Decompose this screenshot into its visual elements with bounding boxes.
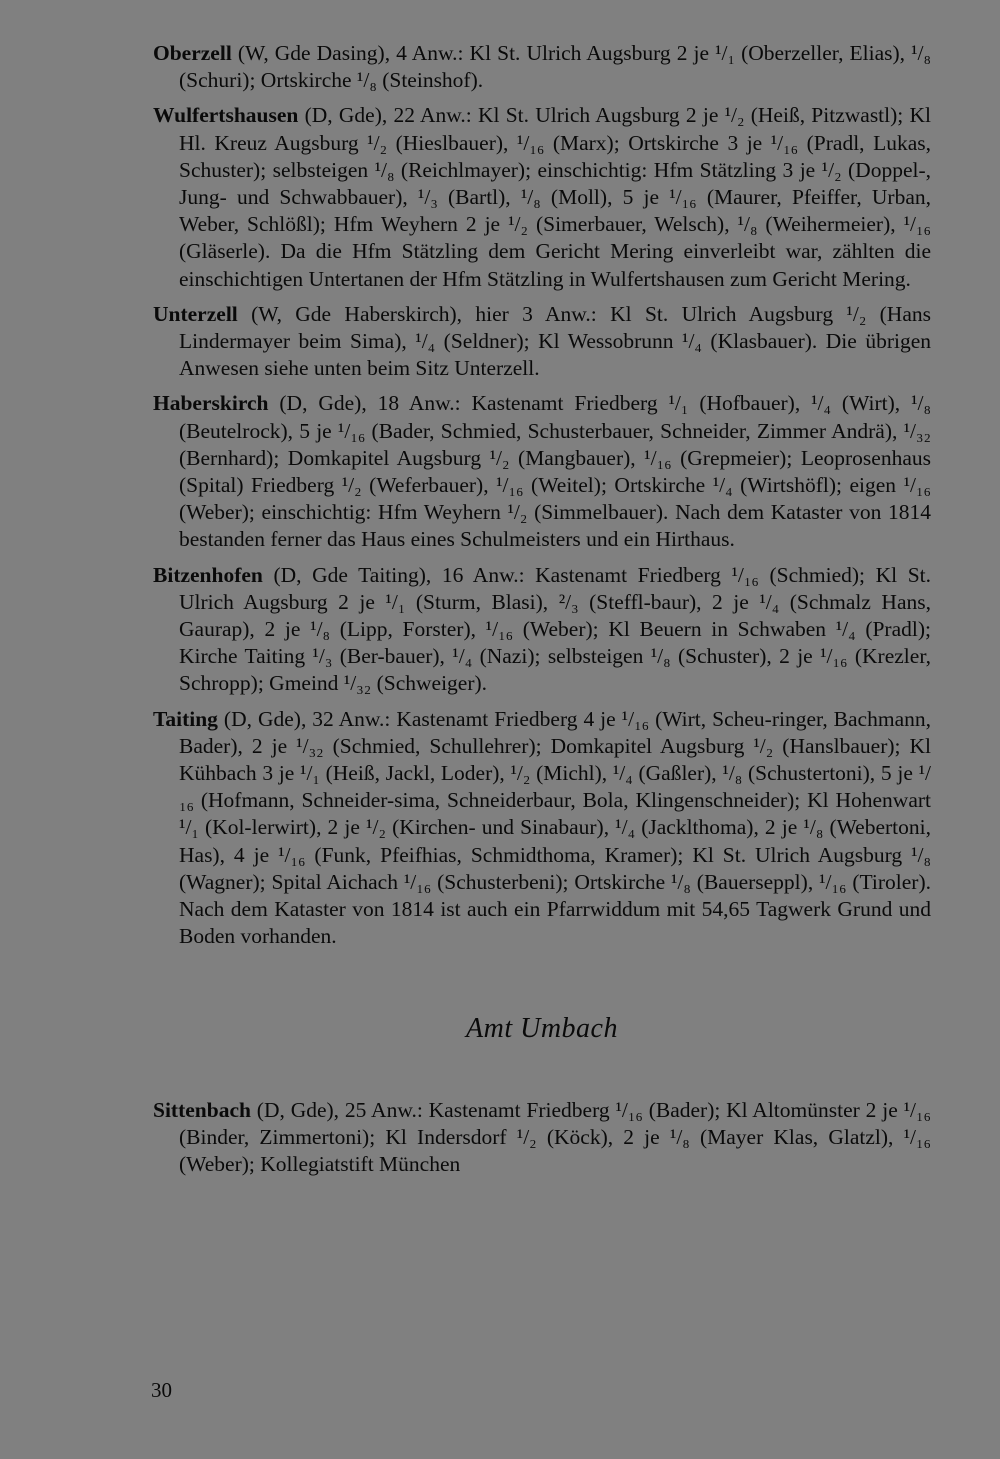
entry-headword: Unterzell xyxy=(153,301,238,326)
entry-text: (D, Gde), 18 Anw.: Kastenamt Friedberg ¹/₁ (Hofbauer), ¹/₄ (Wirt), ¹/₈ (Beutelrock), 5 je ¹/₁₆ (Bader, Schmied, Schusterbauer, Schneider, Zimmer Andrä), ¹/₃₂ (Bernhard); Domkapitel Augsburg ¹/₂ (Mangbauer), ¹/₁₆ (Grepmeier); Leoprosenhaus (Spital) Friedberg ¹/₂ (Weferbauer), ¹/₁₆ (Weitel); Ortskirche ¹/₄ (Wirtshöfl); eigen ¹/₁₆ (Weber); einschichtig: Hfm Weyhern ¹/₂ (Simmelbauer). Nach dem Kataster von 1814 bestanden ferner das Haus eines Schulmeisters und ein Hirthaus. xyxy=(179,391,931,552)
entry-oberzell xyxy=(153,40,931,94)
entry-sittenbach xyxy=(153,1097,931,1179)
entry-text: (D, Gde), 25 Anw.: Kastenamt Friedberg ¹/₁₆ (Bader); Kl Altomünster 2 je ¹/₁₆ (Binder, Zimmertoni); Kl Indersdorf ¹/₂ (Köck), 2 je ¹/₈ (Mayer Klas, Glatzl), ¹/₁₆ (Weber); Kollegiatstift München xyxy=(179,1097,931,1176)
entry-bitzenhofen xyxy=(153,562,931,698)
section-title: Amt Umbach xyxy=(466,1012,618,1044)
entry-text: (D, Gde), 22 Anw.: Kl St. Ulrich Augsburg 2 je ¹/₂ (Heiß, Pitzwastl); Kl Hl. Kreuz Augsburg ¹/₂ (Hieslbauer), ¹/₁₆ (Marx); Ortskirche 3 je ¹/₁₆ (Pradl, Lukas, Schuster); selbsteigen ¹/₈ (Reichlmayer); einschichtig: Hfm Stätzling 3 je ¹/₂ (Doppel-, Jung- und Schwabbauer), ¹/₃ (Bartl), ¹/₈ (Moll), 5 je ¹/₁₆ (Maurer, Pfeiffer, Urban, Weber, Schlößl); Hfm Weyhern 2 je ¹/₂ (Simerbauer, Welsch), ¹/₈ (Weihermeier), ¹/₁₆ (Gläserle). Da die Hfm Stätzling dem Gericht Mering einverleibt war, zählten die einschichtigen Untertanen der Hfm Stätzling in Wulfertshausen zum Gericht Mering. xyxy=(179,103,931,291)
entry-wulfertshausen xyxy=(153,102,931,292)
entry-text: (W, Gde Dasing), 4 Anw.: Kl St. Ulrich Augsburg 2 je ¹/₁ (Oberzeller, Elias), ¹/₈ (Schuri); Ortskirche ¹/₈ (Steinshof). xyxy=(179,41,931,93)
entry-taiting xyxy=(153,706,931,951)
entry-headword: Wulfertshausen xyxy=(153,103,299,128)
entry-headword: Haberskirch xyxy=(153,391,269,416)
entry-headword: Oberzell xyxy=(153,41,232,65)
entry-unterzell xyxy=(153,301,931,383)
entry-headword: Bitzenhofen xyxy=(153,562,263,587)
entry-text: (D, Gde), 32 Anw.: Kastenamt Friedberg 4 je ¹/₁₆ (Wirt, Scheu-ringer, Bachmann, Bader), 2 je ¹/₃₂ (Schmied, Schullehrer); Domkapitel Augsburg ¹/₂ (Hanslbauer); Kl Kühbach 3 je ¹/₁ (Heiß, Jackl, Loder), ¹/₂ (Michl), ¹/₄ (Gaßler), ¹/₈ (Schustertoni), 5 je ¹/₁₆ (Hofmann, Schneider-sima, Schneiderbaur, Bola, Klingenschneider); Kl Hohenwart ¹/₁ (Kol-lerwirt), 2 je ¹/₂ (Kirchen- und Sinabaur), ¹/₄ (Jacklthoma), 2 je ¹/₈ (Webertoni, Has), 4 je ¹/₁₆ (Funk, Pfeifhias, Schmidthoma, Kramer); Kl St. Ulrich Augsburg ¹/₈ (Wagner); Spital Aichach ¹/₁₆ (Schusterbeni); Ortskirche ¹/₈ (Bauerseppl), ¹/₁₆ (Tiroler). Nach dem Kataster von 1814 ist auch ein Pfarrwiddum mit 54,65 Tagwerk Grund und Boden vorhanden. xyxy=(179,706,931,949)
entry-headword: Sittenbach xyxy=(153,1097,251,1122)
entry-haberskirch xyxy=(153,390,931,553)
page-content xyxy=(153,40,931,1186)
entry-headword: Taiting xyxy=(153,706,218,731)
entry-text: (D, Gde Taiting), 16 Anw.: Kastenamt Friedberg ¹/₁₆ (Schmied); Kl St. Ulrich Augsburg 2 je ¹/₁ (Sturm, Blasi), ²/₃ (Steffl-baur), 2 je ¹/₄ (Schmalz Hans, Gaurap), 2 je ¹/₈ (Lipp, Forster), ¹/₁₆ (Weber); Kl Beuern in Schwaben ¹/₄ (Pradl); Kirche Taiting ¹/₃ (Ber-bauer), ¹/₄ (Nazi); selbsteigen ¹/₈ (Schuster), 2 je ¹/₁₆ (Krezler, Schropp); Gmeind ¹/₃₂ (Schweiger). xyxy=(179,562,931,696)
entry-text: (W, Gde Haberskirch), hier 3 Anw.: Kl St. Ulrich Augsburg ¹/₂ (Hans Lindermayer beim Sima), ¹/₄ (Seldner); Kl Wessobrunn ¹/₄ (Klasbauer). Die übrigen Anwesen siehe unten beim Sitz Unterzell. xyxy=(179,301,931,381)
page-number: 30 xyxy=(151,1378,172,1402)
